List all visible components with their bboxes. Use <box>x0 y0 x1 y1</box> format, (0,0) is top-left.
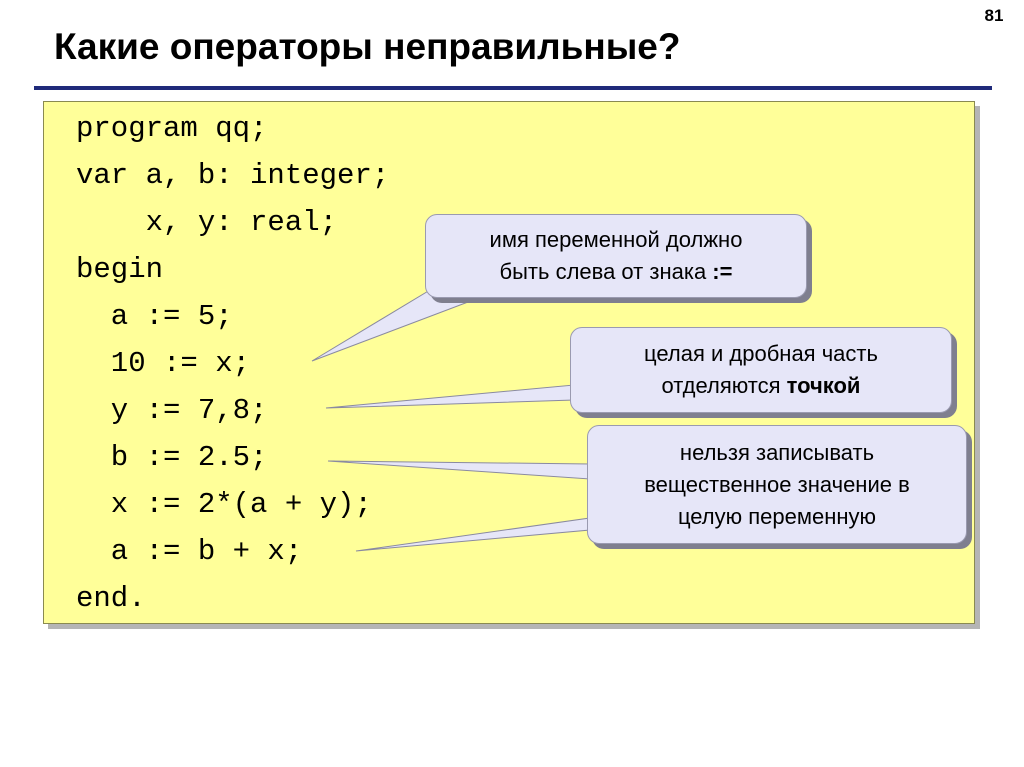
callout-1-line-1: имя переменной должно <box>489 227 743 252</box>
code-line-9: x := 2*(a + y); <box>76 488 372 521</box>
code-line-10: a := b + x; <box>76 535 303 568</box>
callout-2-line-1: целая и дробная часть <box>644 341 878 366</box>
code-line-1: program qq; <box>76 112 268 145</box>
callout-2-line-2-text: отделяются <box>661 373 787 398</box>
callout-assignment-left <box>425 214 807 298</box>
callout-2-emphasis: точкой <box>786 373 861 398</box>
callout-pointer-1 <box>312 290 476 361</box>
callout-real-to-integer <box>587 425 967 544</box>
code-line-4: begin <box>76 253 164 286</box>
code-line-7: y := 7,8; <box>76 394 268 427</box>
code-line-3: x, y: real; <box>76 206 338 239</box>
code-line-2: var a, b: integer; <box>76 159 390 192</box>
callout-2-line-2 <box>571 370 951 402</box>
code-line-5: a := 5; <box>76 300 233 333</box>
callout-1-emphasis: := <box>712 259 733 284</box>
code-line-6: 10 := x; <box>76 347 251 380</box>
callout-pointer-3b <box>356 518 590 551</box>
slide-number: 81 <box>984 6 1004 25</box>
callout-3-line-3: целую переменную <box>677 503 877 529</box>
callout-1-line-2-text: быть слева от знака <box>499 259 713 284</box>
callout-3-line-1: нельзя записывать <box>679 439 875 465</box>
callout-pointer-2 <box>326 385 574 408</box>
code-line-8: b := 2.5; <box>76 441 268 474</box>
callout-1-line-2 <box>426 256 806 288</box>
code-line-11: end. <box>76 582 146 615</box>
callout-pointer-3a <box>328 461 590 479</box>
callout-3-line-2: вещественное значение в <box>644 471 910 497</box>
slide-title: Какие операторы неправильные? <box>54 26 681 67</box>
callout-decimal-point <box>570 327 952 413</box>
